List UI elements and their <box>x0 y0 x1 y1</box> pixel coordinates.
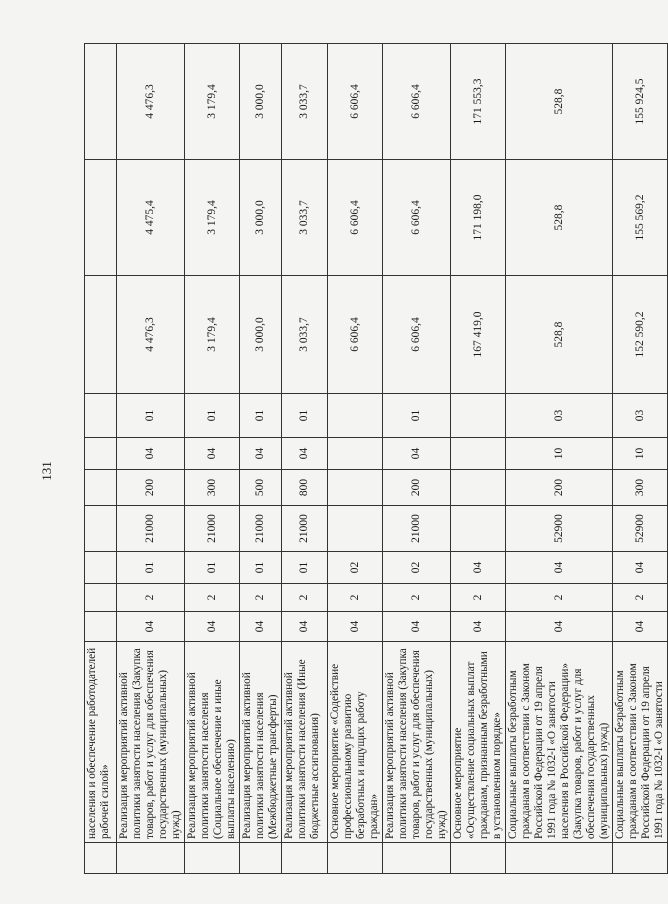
row-description: населения и обеспечение работодателей рабочей силой» <box>85 642 117 843</box>
amount-cell-v3: 4 476,3 <box>117 44 185 160</box>
code-cell-c3: 02 <box>383 552 451 584</box>
amount-cell-v2: 3 033,7 <box>282 160 328 276</box>
blank-cell <box>328 843 383 874</box>
table-row <box>506 44 613 874</box>
code-cell-c1: 04 <box>383 612 451 642</box>
blank-cell <box>506 843 613 874</box>
code-cell-c7 <box>85 394 117 438</box>
row-description: Социальные выплаты безработным гражданам в соответствии с Законом Российской Федерации от 19 апреля 1991 года № 1032-I «О занятости населения в Российской Федерации» (Закупка товаров, работ и услуг для обеспечения государственных (муниципальных) нужд) <box>506 642 613 843</box>
amount-cell-v1: 167 419,0 <box>451 276 506 394</box>
code-cell-c7: 01 <box>240 394 282 438</box>
blank-cell <box>451 843 506 874</box>
code-cell-c2: 2 <box>240 584 282 612</box>
row-description: Реализация мероприятий активной политики занятости населения (Межбюджетные трансферты) <box>240 642 282 843</box>
amount-cell-v2: 3 179,4 <box>185 160 240 276</box>
code-cell-c5 <box>328 470 383 506</box>
code-cell-c1 <box>85 612 117 642</box>
amount-cell-v1 <box>85 276 117 394</box>
code-cell-c6: 04 <box>282 438 328 470</box>
code-cell-c3: 02 <box>328 552 383 584</box>
code-cell-c6 <box>328 438 383 470</box>
amount-cell-v2: 6 606,4 <box>328 160 383 276</box>
code-cell-c2: 2 <box>117 584 185 612</box>
row-description: Реализация мероприятий активной политики занятости населения (Социальное обеспечение и иные выплаты населению) <box>185 642 240 843</box>
amount-cell-v2: 155 569,2 <box>613 160 668 276</box>
code-cell-c5: 300 <box>613 470 668 506</box>
amount-cell-v1: 3 179,4 <box>185 276 240 394</box>
amount-cell-v3: 6 606,4 <box>328 44 383 160</box>
code-cell-c4: 21000 <box>185 506 240 552</box>
amount-cell-v2: 528,8 <box>506 160 613 276</box>
blank-cell <box>282 843 328 874</box>
code-cell-c3: 04 <box>506 552 613 584</box>
amount-cell-v2: 3 000,0 <box>240 160 282 276</box>
code-cell-c7: 01 <box>185 394 240 438</box>
code-cell-c5: 200 <box>506 470 613 506</box>
code-cell-c4: 21000 <box>383 506 451 552</box>
code-cell-c6: 04 <box>185 438 240 470</box>
amount-cell-v1: 3 000,0 <box>240 276 282 394</box>
row-description: Реализация мероприятий активной политики занятости населения (Закупка товаров, работ и услуг для обеспечения государственных (муниципальных) нужд) <box>117 642 185 843</box>
amount-cell-v1: 6 606,4 <box>328 276 383 394</box>
code-cell-c5 <box>85 470 117 506</box>
code-cell-c2: 2 <box>451 584 506 612</box>
amount-cell-v3: 171 553,3 <box>451 44 506 160</box>
code-cell-c1: 04 <box>451 612 506 642</box>
blank-cell <box>240 843 282 874</box>
code-cell-c3 <box>85 552 117 584</box>
table-body <box>85 44 668 874</box>
code-cell-c2 <box>85 584 117 612</box>
amount-cell-v3: 3 179,4 <box>185 44 240 160</box>
budget-table-container <box>84 44 665 874</box>
code-cell-c7 <box>451 394 506 438</box>
code-cell-c6 <box>85 438 117 470</box>
amount-cell-v3: 3 033,7 <box>282 44 328 160</box>
code-cell-c7: 01 <box>383 394 451 438</box>
table-row <box>117 44 185 874</box>
code-cell-c1: 04 <box>328 612 383 642</box>
code-cell-c4 <box>451 506 506 552</box>
code-cell-c1: 04 <box>117 612 185 642</box>
code-cell-c4: 21000 <box>282 506 328 552</box>
budget-table <box>84 43 668 874</box>
code-cell-c3: 01 <box>185 552 240 584</box>
amount-cell-v1: 4 476,3 <box>117 276 185 394</box>
blank-cell <box>85 843 117 874</box>
page-number: 131 <box>39 461 54 481</box>
code-cell-c2: 2 <box>506 584 613 612</box>
code-cell-c4: 52900 <box>506 506 613 552</box>
code-cell-c5 <box>451 470 506 506</box>
amount-cell-v1: 6 606,4 <box>383 276 451 394</box>
amount-cell-v1: 152 590,2 <box>613 276 668 394</box>
code-cell-c5: 200 <box>117 470 185 506</box>
code-cell-c5: 500 <box>240 470 282 506</box>
code-cell-c6: 04 <box>117 438 185 470</box>
code-cell-c2: 2 <box>185 584 240 612</box>
table-row <box>85 44 117 874</box>
code-cell-c2: 2 <box>328 584 383 612</box>
code-cell-c3: 04 <box>613 552 668 584</box>
code-cell-c1: 04 <box>613 612 668 642</box>
row-description: Основное мероприятие «Содействие профессиональному развитию безработных и ищущих работу граждан» <box>328 642 383 843</box>
amount-cell-v1: 528,8 <box>506 276 613 394</box>
code-cell-c7: 03 <box>506 394 613 438</box>
code-cell-c7 <box>328 394 383 438</box>
code-cell-c4: 21000 <box>117 506 185 552</box>
code-cell-c3: 04 <box>451 552 506 584</box>
code-cell-c3: 01 <box>282 552 328 584</box>
code-cell-c3: 01 <box>117 552 185 584</box>
blank-cell <box>117 843 185 874</box>
row-description: Социальные выплаты безработным гражданам в соответствии с Законом Российской Федерации от 19 апреля 1991 года № 1032-I «О занятости <box>613 642 668 843</box>
table-row <box>613 44 668 874</box>
code-cell-c3: 01 <box>240 552 282 584</box>
amount-cell-v3 <box>85 44 117 160</box>
code-cell-c6: 04 <box>240 438 282 470</box>
row-description: Основное мероприятие «Осуществление социальных выплат гражданам, признанным безработными в установленном порядке» <box>451 642 506 843</box>
code-cell-c4: 21000 <box>240 506 282 552</box>
amount-cell-v2: 6 606,4 <box>383 160 451 276</box>
code-cell-c5: 200 <box>383 470 451 506</box>
code-cell-c7: 03 <box>613 394 668 438</box>
code-cell-c5: 300 <box>185 470 240 506</box>
code-cell-c5: 800 <box>282 470 328 506</box>
amount-cell-v2 <box>85 160 117 276</box>
code-cell-c6 <box>451 438 506 470</box>
code-cell-c1: 04 <box>240 612 282 642</box>
amount-cell-v3: 6 606,4 <box>383 44 451 160</box>
amount-cell-v1: 3 033,7 <box>282 276 328 394</box>
code-cell-c1: 04 <box>506 612 613 642</box>
code-cell-c6: 10 <box>613 438 668 470</box>
code-cell-c7: 01 <box>282 394 328 438</box>
row-description: Реализация мероприятий активной политики занятости населения (Закупка товаров, работ и услуг для обеспечения государственных (муниципальных) нужд) <box>383 642 451 843</box>
row-description: Реализация мероприятий активной политики занятости населения (Иные бюджетные ассигнования) <box>282 642 328 843</box>
blank-cell <box>383 843 451 874</box>
table-row <box>282 44 328 874</box>
table-row <box>185 44 240 874</box>
code-cell-c6: 04 <box>383 438 451 470</box>
amount-cell-v3: 155 924,5 <box>613 44 668 160</box>
table-row <box>328 44 383 874</box>
code-cell-c2: 2 <box>383 584 451 612</box>
blank-cell <box>185 843 240 874</box>
code-cell-c1: 04 <box>185 612 240 642</box>
table-row <box>451 44 506 874</box>
amount-cell-v3: 3 000,0 <box>240 44 282 160</box>
code-cell-c4: 52900 <box>613 506 668 552</box>
table-row <box>240 44 282 874</box>
code-cell-c7: 01 <box>117 394 185 438</box>
code-cell-c4 <box>85 506 117 552</box>
code-cell-c1: 04 <box>282 612 328 642</box>
code-cell-c2: 2 <box>613 584 668 612</box>
code-cell-c4 <box>328 506 383 552</box>
table-row <box>383 44 451 874</box>
code-cell-c2: 2 <box>282 584 328 612</box>
code-cell-c6: 10 <box>506 438 613 470</box>
amount-cell-v3: 528,8 <box>506 44 613 160</box>
blank-cell <box>613 843 668 874</box>
amount-cell-v2: 171 198,0 <box>451 160 506 276</box>
amount-cell-v2: 4 475,4 <box>117 160 185 276</box>
